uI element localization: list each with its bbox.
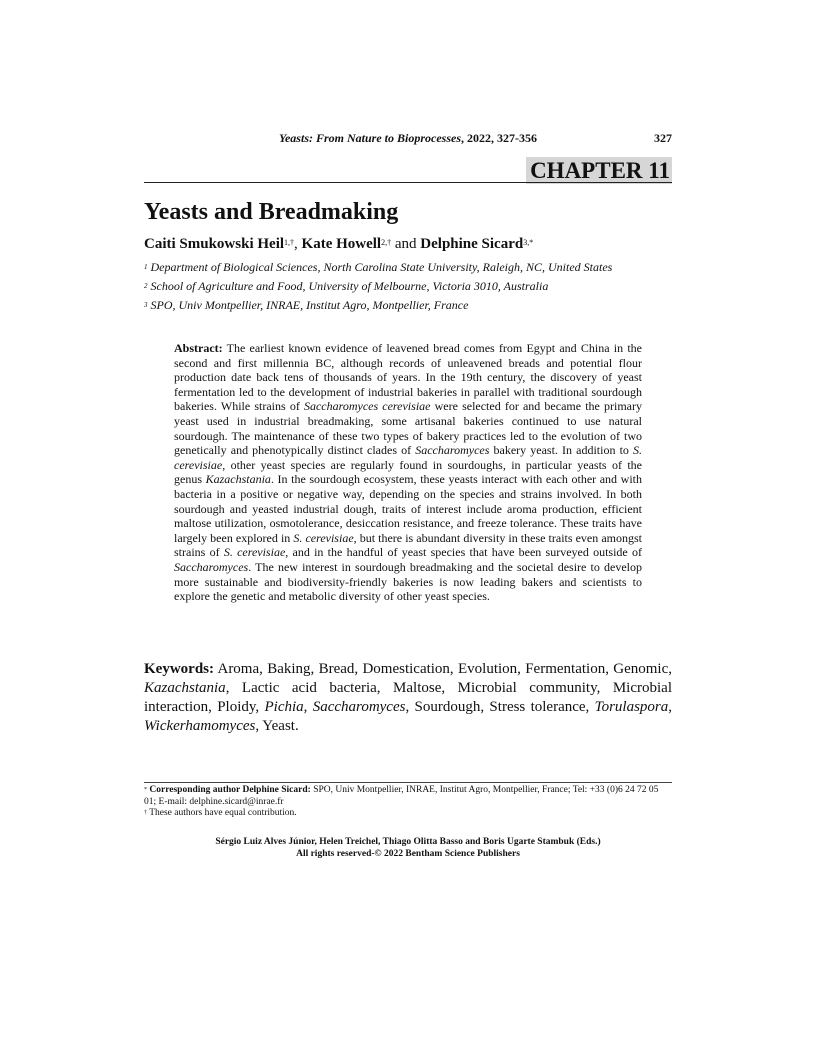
footnote-mark: * xyxy=(144,787,147,793)
affiliation-number: 2 xyxy=(144,282,148,290)
author-name: Kate Howell xyxy=(301,236,382,252)
keywords-text: , Yeast. xyxy=(255,718,299,734)
abstract xyxy=(174,341,642,604)
equal-contribution-text: These authors have equal contribution. xyxy=(147,808,297,819)
author-separator: and xyxy=(391,236,421,252)
author-name: Delphine Sicard xyxy=(420,236,524,252)
chapter-label: CHAPTER 11 xyxy=(526,157,672,184)
keyword-italic: Torulaspora xyxy=(594,699,669,715)
affiliation-text: School of Agriculture and Food, University of Melbourne, Victoria 3010, Australia xyxy=(147,279,549,293)
abstract-text: , other yeast species are regularly found in sourdoughs, in particular yeasts of the genus xyxy=(174,457,642,487)
running-head-title xyxy=(144,131,672,146)
running-head xyxy=(144,131,672,147)
keywords-text: , Sourdough, Stress tolerance, xyxy=(405,699,595,715)
abstract-text: The earliest known evidence of leavened bread comes from Egypt and China in the second and first millennia BC, although records of unleavened breads and potential flour production date back tens of thousands of years. In the 19th century, the discovery of yeast fermentation led to the development of industrial bakeries in parallel with traditional sourdough bakeries. While strains of xyxy=(174,341,642,414)
keywords xyxy=(144,660,672,736)
affiliation-3 xyxy=(144,298,468,313)
keyword-italic: Saccharomyces xyxy=(312,699,406,715)
keyword-italic: Kazachstania xyxy=(144,680,226,696)
chapter-title: Yeasts and Breadmaking xyxy=(144,199,399,225)
species-name: Saccharomyces cerevisiae xyxy=(303,399,431,414)
rights-line: All rights reserved-© 2022 Bentham Science Publishers xyxy=(296,849,520,859)
corresponding-author-note xyxy=(144,785,672,808)
abstract-text: , and in the handful of yeast species that have been surveyed outside of xyxy=(285,545,642,560)
affiliation-1 xyxy=(144,260,612,275)
affiliation-text: Department of Biological Sciences, North Carolina State University, Raleigh, NC, United States xyxy=(147,260,613,274)
author-name: Caiti Smukowski Heil xyxy=(144,236,285,252)
keywords-text: Aroma, Baking, Bread, Domestication, Evolution, Fermentation, Genomic, xyxy=(214,661,672,677)
species-name: S. cerevisiae xyxy=(293,530,354,545)
species-name: S. cerevisiae xyxy=(223,545,286,560)
journal-year-pages: , 2022, 327-356 xyxy=(461,131,537,145)
keyword-italic: Pichia xyxy=(264,699,304,715)
affiliation-number: 1 xyxy=(144,263,148,271)
author-affiliation-mark: 3,* xyxy=(523,238,534,247)
species-name: Saccharomyces xyxy=(415,443,490,458)
journal-title: Yeasts: From Nature to Bioprocesses xyxy=(278,131,461,145)
abstract-text: were selected for and became the primary yeast used in industrial breadmaking, some artisanal bakeries continued to use natural sourdough. The maintenance of these two types of bakery practices led to the evolution of two genetically and phenotypically distinct clades of xyxy=(174,399,642,458)
author-list xyxy=(144,235,533,254)
chapter-rule xyxy=(144,182,672,183)
author-affiliation-mark: 2,† xyxy=(381,238,392,247)
editors-line: Sérgio Luiz Alves Júnior, Helen Treichel, Thiago Olitta Basso and Boris Ugarte Stambuk (Eds.) xyxy=(215,837,601,847)
author-separator: , xyxy=(294,236,302,252)
abstract-text: bakery yeast. In addition to xyxy=(489,443,634,458)
keywords-text: , Lactic acid bacteria, Maltose, Microbial community, Microbial interaction, Ploidy, xyxy=(144,680,672,715)
abstract-text: , but there is abundant diversity in these traits even amongst strains of xyxy=(174,530,642,560)
publisher-info xyxy=(144,836,672,860)
footnote-mark: † xyxy=(144,810,147,817)
corresponding-author-details: SPO, Univ Montpellier, INRAE, Institut Agro, Montpellier, France; Tel: +33 (0)6 24 72 05 01; E-mail: delphine.sicard@inrae.fr xyxy=(144,785,659,807)
keywords-text: , xyxy=(668,699,673,715)
author-affiliation-mark: 1,† xyxy=(284,238,295,247)
affiliation-2 xyxy=(144,279,548,294)
affiliation-text: SPO, Univ Montpellier, INRAE, Institut Agro, Montpellier, France xyxy=(147,298,469,312)
keyword-italic: Wickerhamomyces xyxy=(144,718,256,734)
species-name: S. cerevisiae xyxy=(174,443,643,472)
keywords-text: , xyxy=(303,699,313,715)
abstract-text: . The new interest in sourdough breadmaking and the societal desire to develop more sustainable and biodiversity-friendly bakeries is now leading bakers and scientists to explore the genetic and metabolic diversity of other yeast species. xyxy=(174,559,642,604)
corresponding-author-label: Corresponding author Delphine Sicard: xyxy=(147,785,311,795)
footnotes xyxy=(144,785,672,820)
abstract-text: . In the sourdough ecosystem, these yeasts interact with each other and with bacteria in a positive or negative way, depending on the species and strains involved. In both sourdough and yeasted industrial dough, traits of interest include aroma production, efficient maltose utilization, osmotolerance, desiccation resistance, and freeze tolerance. These traits have largely been explored in xyxy=(174,472,642,545)
affiliation-number: 3 xyxy=(144,301,148,309)
equal-contribution-note xyxy=(144,808,672,820)
species-name: Saccharomyces xyxy=(174,559,249,574)
footnote-rule xyxy=(144,782,672,783)
page-number: 327 xyxy=(654,131,672,145)
abstract-label: Abstract: xyxy=(174,341,223,355)
species-name: Kazachstania xyxy=(205,472,271,487)
keywords-label: Keywords: xyxy=(144,661,214,677)
